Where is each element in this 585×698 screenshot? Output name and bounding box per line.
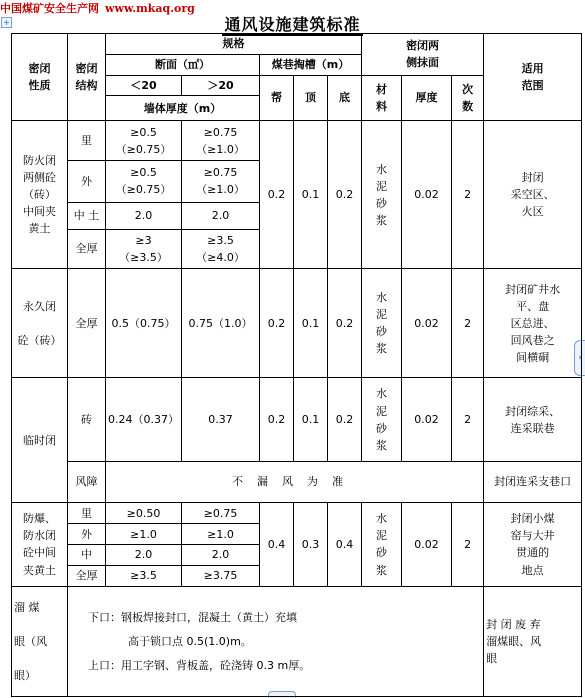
permanent-material: 水 泥 砂 浆 (362, 269, 402, 378)
temporary-side: 0.2 (260, 378, 294, 461)
fire-side: 0.2 (260, 121, 294, 269)
temporary-bottom: 0.2 (328, 378, 362, 461)
ventilation-standards-table (11, 33, 582, 697)
barrier-scope: 封闭连采支巷口 (484, 461, 582, 503)
fire-struct-inner: 里 (68, 121, 106, 161)
explosion-top: 0.3 (294, 503, 328, 586)
permanent-struct: 全厚 (68, 269, 106, 378)
site-name: 中国煤矿安全生产网 (0, 2, 99, 15)
header-plaster: 密闭两 侧抹面 (362, 34, 484, 76)
explosion-struct-middle: 中 (68, 544, 106, 565)
coal-chute-nature: 溜 煤 眼（风 眼） (12, 586, 68, 696)
coal-chute-note-3: 上口：用工字钢、背板盖，砼浇铸 0.3 m厚。 (88, 658, 311, 672)
temporary-plaster: 0.02 (402, 378, 452, 461)
explosion-bottom: 0.4 (328, 503, 362, 586)
header-side: 帮 (260, 75, 294, 121)
coal-chute-note-2: 高于锁口点 0.5(1.0)m。 (128, 634, 252, 648)
explosion-struct-total: 全厚 (68, 565, 106, 586)
fire-inner-gt20: ≥0.75 （≥1.0） (182, 121, 260, 161)
permanent-gt20: 0.75（1.0） (182, 269, 260, 378)
explosion-times: 2 (452, 503, 484, 586)
temporary-scope: 封闭综采、 连采联巷 (484, 378, 582, 461)
fire-material: 水 泥 砂 浆 (362, 121, 402, 269)
resize-right-handle-icon[interactable]: › (574, 340, 585, 376)
header-material: 材 料 (362, 75, 402, 121)
fire-nature: 防火闭 两侧砼 （砖） 中间夹 黄土 (12, 121, 68, 269)
coal-chute-scope: 封 闭 废 弃 溜煤眼、风 眼 (484, 586, 582, 696)
explosion-material: 水 泥 砂 浆 (362, 503, 402, 586)
header-groove: 煤巷掏槽（m） (260, 54, 362, 75)
barrier-requirement: 不漏风为准 (106, 461, 484, 503)
fire-scope: 封闭 采空区、 火区 (484, 121, 582, 269)
temporary-struct: 砖 (68, 378, 106, 461)
fire-struct-outer: 外 (68, 160, 106, 202)
header-bottom: 底 (328, 75, 362, 121)
header-lt20: ＜20 (106, 75, 182, 96)
fire-total-gt20: ≥3.5 （≥4.0） (182, 229, 260, 269)
temporary-times: 2 (452, 378, 484, 461)
permanent-top: 0.1 (294, 269, 328, 378)
fire-times: 2 (452, 121, 484, 269)
header-scope: 适用 范围 (484, 34, 582, 121)
explosion-inner-gt20: ≥0.75 (182, 503, 260, 524)
coal-chute-notes (68, 586, 484, 696)
permanent-bottom: 0.2 (328, 269, 362, 378)
fire-outer-gt20: ≥0.75 （≥1.0） (182, 160, 260, 202)
temporary-lt20: 0.24（0.37） (106, 378, 182, 461)
fire-plaster: 0.02 (402, 121, 452, 269)
barrier-struct: 风障 (68, 461, 106, 503)
permanent-nature: 永久闭 砼（砖） (12, 269, 68, 378)
explosion-middle-gt20: 2.0 (182, 544, 260, 565)
temporary-material: 水 泥 砂 浆 (362, 378, 402, 461)
explosion-scope: 封闭小煤 窑与大井 贯通的 地点 (484, 503, 582, 586)
permanent-lt20: 0.5（0.75） (106, 269, 182, 378)
permanent-scope: 封闭矿井水 平、盘 区总进、 回风巷之 间横硐 (484, 269, 582, 378)
permanent-side: 0.2 (260, 269, 294, 378)
coal-chute-note-1: 下口：钢板焊接封口，混凝土（黄土）充填 (88, 610, 297, 624)
fire-middle-lt20: 2.0 (106, 202, 182, 229)
explosion-plaster: 0.02 (402, 503, 452, 586)
permanent-times: 2 (452, 269, 484, 378)
explosion-nature: 防爆、 防水闭 砼中间 夹黄土 (12, 503, 68, 586)
header-nature: 密闭 性质 (12, 34, 68, 121)
fire-struct-total: 全厚 (68, 229, 106, 269)
header-top: 顶 (294, 75, 328, 121)
site-url: www.mkaq.org (105, 2, 195, 15)
header-thickness: 墙体厚度（m） (106, 96, 260, 121)
page-title: 通风设施建筑标准 (224, 15, 361, 34)
table-move-handle-icon[interactable]: + (1, 17, 12, 28)
fire-inner-lt20: ≥0.5 （≥0.75） (106, 121, 182, 161)
explosion-inner-lt20: ≥0.50 (106, 503, 182, 524)
explosion-outer-lt20: ≥1.0 (106, 524, 182, 545)
explosion-total-gt20: ≥3.75 (182, 565, 260, 586)
header-gt20: ＞20 (182, 75, 260, 96)
fire-bottom: 0.2 (328, 121, 362, 269)
explosion-middle-lt20: 2.0 (106, 544, 182, 565)
explosion-total-lt20: ≥3.5 (106, 565, 182, 586)
explosion-outer-gt20: ≥1.0 (182, 524, 260, 545)
temporary-gt20: 0.37 (182, 378, 260, 461)
fire-top: 0.1 (294, 121, 328, 269)
header-structure: 密闭 结构 (68, 34, 106, 121)
header-spec: 规格 (106, 34, 362, 55)
fire-outer-lt20: ≥0.5 （≥0.75） (106, 160, 182, 202)
header-times: 次 数 (452, 75, 484, 121)
fire-struct-middle: 中 土 (68, 202, 106, 229)
fire-middle-gt20: 2.0 (182, 202, 260, 229)
header-section: 断面（㎡） (106, 54, 260, 75)
fire-total-lt20: ≥3 （≥3.5） (106, 229, 182, 269)
explosion-struct-inner: 里 (68, 503, 106, 524)
explosion-side: 0.4 (260, 503, 294, 586)
temporary-nature: 临时闭 (12, 378, 68, 503)
permanent-plaster: 0.02 (402, 269, 452, 378)
header-plaster-thickness: 厚度 (402, 75, 452, 121)
explosion-struct-outer: 外 (68, 524, 106, 545)
temporary-top: 0.1 (294, 378, 328, 461)
